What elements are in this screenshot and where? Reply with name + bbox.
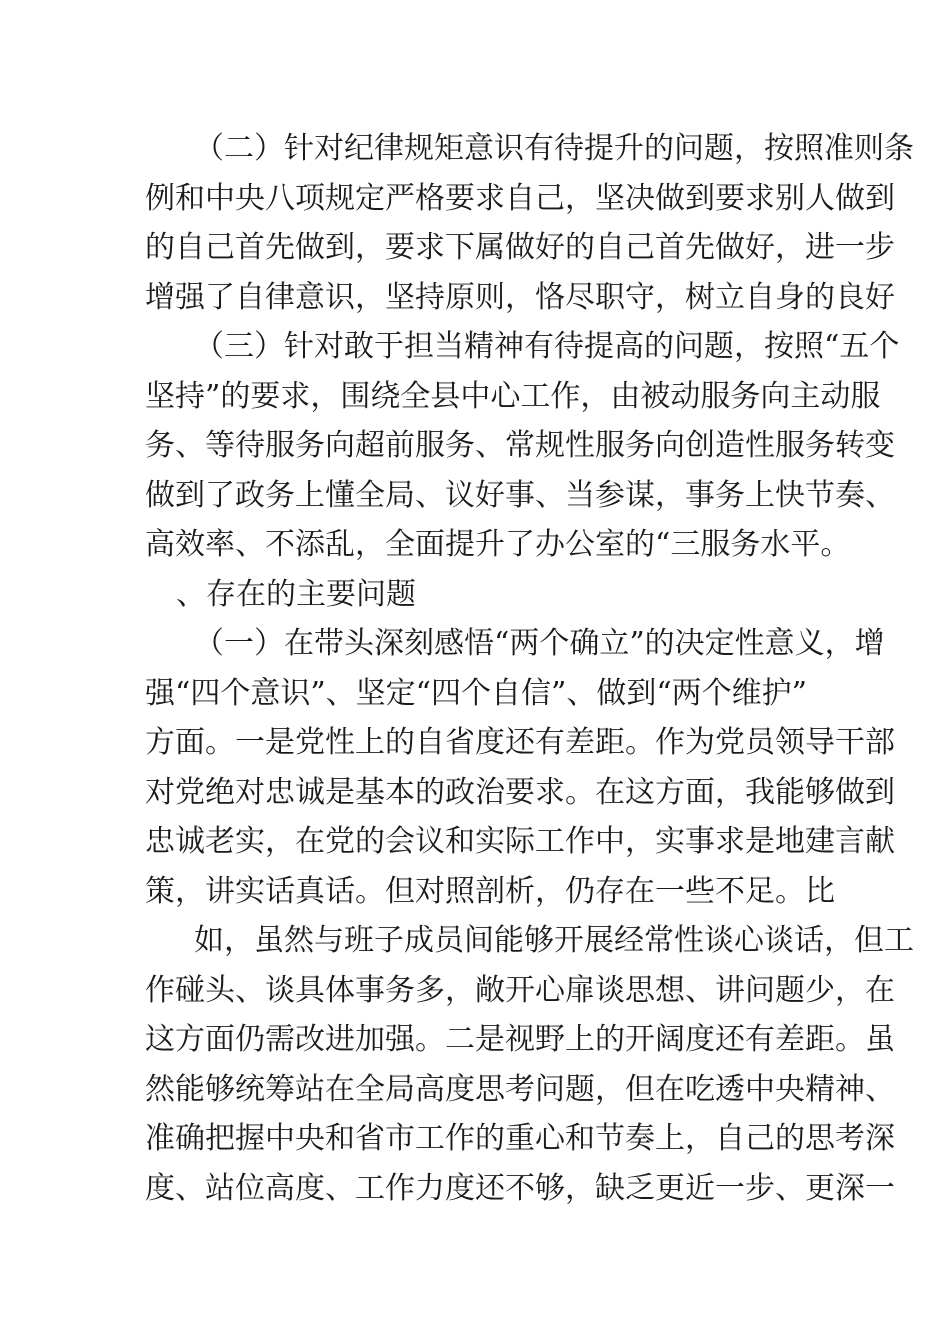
- text-line: 高效率、不添乱，全面提升了办公室的“三服务水平。: [145, 527, 851, 562]
- text-line: 例和中央八项规定严格要求自己，坚决做到要求别人做到: [145, 181, 895, 216]
- text-line: 务、等待服务向超前服务、常规性服务向创造性服务转变: [145, 428, 895, 463]
- text-line: （三）针对敢于担当精神有待提高的问题，按照“五个: [194, 329, 900, 364]
- text-line: 然能够统筹站在全局高度思考问题，但在吃透中央精神、: [145, 1072, 895, 1107]
- text-line: （二）针对纪律规矩意识有待提升的问题，按照准则条: [194, 131, 914, 166]
- text-line: 强“四个意识”、坚定“四个自信”、做到“两个维护”: [145, 676, 808, 711]
- text-line: 做到了政务上懂全局、议好事、当参谋，事务上快节奏、: [145, 478, 895, 513]
- text-line: 准确把握中央和省市工作的重心和节奏上，自己的思考深: [145, 1121, 895, 1156]
- text-line: 如，虽然与班子成员间能够开展经常性谈心谈话，但工: [194, 923, 914, 958]
- text-line: 坚持”的要求，围绕全县中心工作，由被动服务向主动服: [145, 379, 881, 414]
- text-line: （一）在带头深刻感悟“两个确立”的决定性意义，增: [194, 626, 885, 661]
- text-line: 度、站位高度、工作力度还不够，缺乏更近一步、更深一: [145, 1171, 895, 1206]
- text-line: 对党绝对忠诚是基本的政治要求。在这方面，我能够做到: [145, 775, 895, 810]
- text-line: 作碰头、谈具体事务多，敞开心扉谈思想、讲问题少，在: [145, 973, 895, 1008]
- text-line: 策，讲实话真话。但对照剖析，仍存在一些不足。比: [145, 874, 835, 909]
- text-line: 增强了自律意识，坚持原则，恪尽职守，树立自身的良好: [145, 280, 895, 315]
- text-line: 方面。一是党性上的自省度还有差距。作为党员领导干部: [145, 725, 895, 760]
- text-line: 的自己首先做到，要求下属做好的自己首先做好，进一步: [145, 230, 895, 265]
- section-heading: 、存在的主要问题: [176, 577, 416, 612]
- text-line: 忠诚老实，在党的会议和实际工作中，实事求是地建言献: [145, 824, 895, 859]
- text-line: 这方面仍需改进加强。二是视野上的开阔度还有差距。虽: [145, 1022, 895, 1057]
